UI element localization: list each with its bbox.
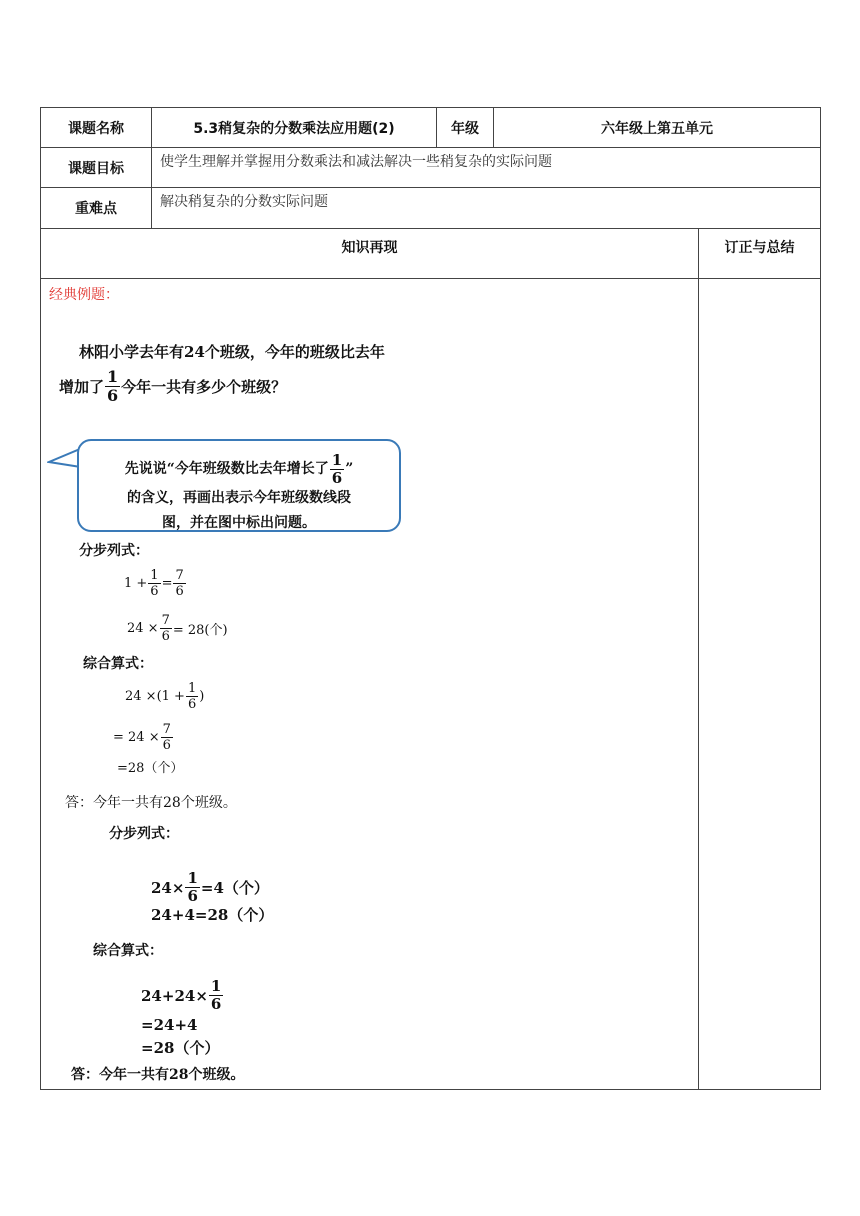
method1-comb1-prefix: 24 ×(1 + [125, 689, 185, 704]
fraction-denominator: 6 [107, 386, 119, 405]
method1-comb1 [125, 682, 204, 711]
method1-step1-prefix: 1 + [124, 576, 148, 591]
knowledge-header: 知识再现 [41, 229, 699, 279]
method2-step1-prefix: 24× [151, 878, 185, 897]
method2-comb1 [141, 979, 224, 1012]
topic-value: 5.3稍复杂的分数乘法应用题(2) [152, 108, 437, 148]
method2-comb1-frac [209, 979, 223, 1012]
knowledge-content [41, 279, 699, 1090]
method1-combined-label: 综合算式： [83, 656, 153, 672]
denominator: 6 [210, 995, 222, 1013]
numerator: 1 [187, 681, 197, 696]
problem-fraction [105, 369, 120, 404]
section-title: 经典例题： [49, 287, 119, 303]
hint-line-1-suffix: ” [345, 461, 354, 477]
denominator: 6 [150, 584, 159, 599]
topic-label: 课题名称 [41, 108, 152, 148]
correction-content [699, 279, 821, 1090]
method1-step2-frac [160, 614, 172, 643]
numerator: 7 [161, 613, 170, 628]
key-value: 解决稍复杂的分数实际问题 [152, 188, 821, 229]
column-header-row [41, 229, 821, 279]
method1-comb2-frac [161, 723, 173, 752]
method2-comb3: =28（个） [141, 1039, 220, 1057]
method2-step2: 24+4=28（个） [151, 906, 274, 924]
denominator: 6 [161, 629, 170, 644]
correction-header: 订正与总结 [699, 229, 821, 279]
method1-comb1-suffix: ) [199, 689, 205, 704]
topic-row [41, 108, 821, 148]
hint-fraction-denominator: 6 [331, 469, 343, 487]
method2-comb1-prefix: 24+24× [141, 986, 208, 1005]
method2-combined-label: 综合算式： [93, 943, 163, 959]
key-row [41, 188, 821, 229]
method1-step2 [127, 614, 228, 643]
equals-sign: = [161, 576, 173, 591]
numerator: 7 [175, 568, 184, 583]
problem-prefix: 增加了 [59, 378, 105, 396]
hint-text [79, 453, 399, 536]
hint-line-2: 的含义，再画出表示今年班级数线段 [127, 490, 351, 506]
numerator: 1 [210, 977, 222, 995]
method1-step1-frac1 [148, 569, 160, 598]
method2-step1-frac [185, 871, 199, 904]
method1-step1 [124, 569, 187, 598]
method2-step1-suffix: =4（个） [200, 879, 269, 897]
problem-suffix: 今年一共有多少个班级？ [121, 378, 287, 396]
hint-fraction [330, 453, 344, 486]
goal-row [41, 148, 821, 188]
hint-line-3: 图，并在图中标出问题。 [162, 515, 316, 531]
numerator: 1 [150, 568, 159, 583]
denominator: 6 [187, 887, 198, 905]
numerator: 7 [162, 722, 171, 737]
method1-step2-suffix: = 28(个) [172, 623, 228, 638]
method2-answer: 答：今年一共有28个班级。 [71, 1067, 245, 1083]
method1-step1-frac2 [173, 569, 185, 598]
numerator: 1 [187, 869, 198, 887]
grade-value: 六年级上第五单元 [494, 108, 821, 148]
hint-bubble [77, 439, 401, 532]
method2-comb2: =24+4 [141, 1016, 198, 1034]
denominator: 6 [187, 697, 197, 712]
method1-answer: 答：今年一共有28个班级。 [65, 795, 237, 811]
goal-label: 课题目标 [41, 148, 152, 188]
fraction-numerator: 1 [107, 367, 119, 386]
hint-line-1 [79, 453, 399, 486]
method1-comb1-frac [186, 682, 198, 711]
goal-value: 使学生理解并掌握用分数乘法和减法解决一些稍复杂的实际问题 [152, 148, 821, 188]
hint-fraction-numerator: 1 [331, 451, 343, 469]
lesson-plan-table [40, 107, 821, 1090]
method1-comb2 [113, 723, 174, 752]
problem-line-2 [59, 369, 286, 404]
method1-step2-prefix: 24 × [127, 621, 159, 636]
grade-label: 年级 [437, 108, 494, 148]
hint-line-1-prefix: 先说说“今年班级数比去年增长了 [124, 461, 329, 477]
method1-step-label: 分步列式： [79, 543, 149, 559]
method1-comb2-prefix: = 24 × [113, 730, 160, 745]
method2-step-label: 分步列式： [109, 826, 179, 842]
denominator: 6 [162, 738, 171, 753]
content-row [41, 279, 821, 1090]
method2-step1 [151, 871, 269, 904]
problem-line-1: 林阳小学去年有24个班级，今年的班级比去年 [79, 343, 385, 361]
key-label: 重难点 [41, 188, 152, 229]
denominator: 6 [175, 584, 184, 599]
method1-comb3: =28（个） [117, 761, 184, 776]
